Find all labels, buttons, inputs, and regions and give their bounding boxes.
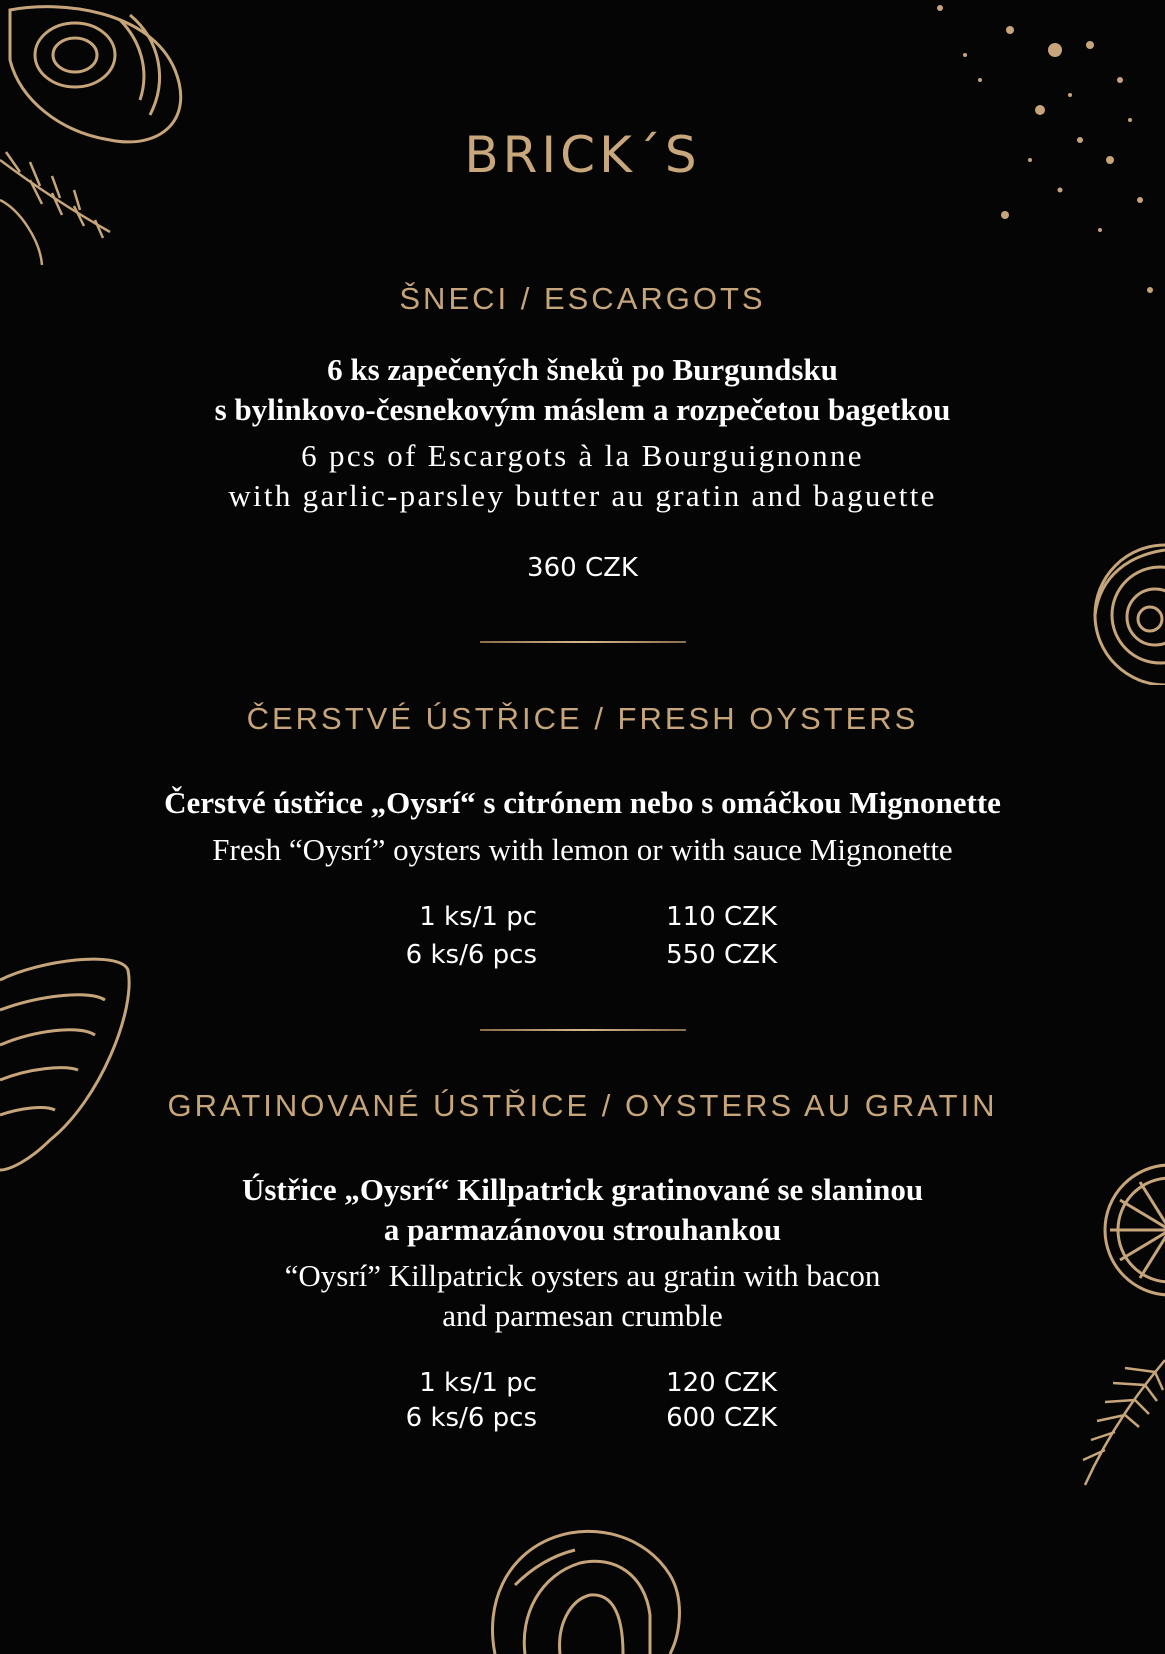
item-description-cz-line1: 6 ks zapečených šneků po Burgundsku — [327, 352, 838, 387]
item-description-en-line1: “Oysrí” Killpatrick oysters au gratin with bacon — [284, 1258, 881, 1293]
item-description-en-line1: Fresh “Oysrí” oysters with lemon or with sauce Mignonette — [212, 832, 953, 867]
price-quantity: 6 ks/6 pcs — [405, 940, 537, 970]
item-description-en-line2: and parmesan crumble — [442, 1298, 723, 1333]
price-row — [0, 940, 1165, 974]
item-description-cz-line1: Ústřice „Oysrí“ Killpatrick gratinované se slaninou — [241, 1172, 924, 1207]
item-description-en-line1: 6 pcs of Escargots à la Bourguignonne — [301, 438, 864, 473]
price-row — [0, 902, 1165, 936]
price-quantity: 1 ks/1 pc — [419, 1368, 537, 1398]
section-heading-fresh-oysters: ČERSTVÉ ÚSTŘICE / FRESH OYSTERS — [246, 701, 919, 736]
price-quantity: 6 ks/6 pcs — [405, 1403, 537, 1433]
price-amount: 110 CZK — [666, 902, 777, 932]
price-amount: 600 CZK — [666, 1403, 777, 1433]
price-row — [0, 1403, 1165, 1437]
price-amount: 120 CZK — [666, 1368, 777, 1398]
price-quantity: 1 ks/1 pc — [419, 902, 537, 932]
item-description-en-line2: with garlic-parsley butter au gratin and baguette — [228, 478, 937, 513]
section-heading-escargots: ŠNECI / ESCARGOTS — [399, 281, 766, 316]
item-price: 360 CZK — [527, 553, 638, 583]
price-amount: 550 CZK — [666, 940, 777, 970]
item-description-cz-line1: Čerstvé ústřice „Oysrí“ s citrónem nebo s omáčkou Mignonette — [164, 785, 1001, 820]
item-description-cz-line2: s bylinkovo-česnekovým máslem a rozpečetou bagetkou — [214, 392, 951, 427]
section-heading-oysters-au-gratin: GRATINOVANÉ ÚSTŘICE / OYSTERS AU GRATIN — [167, 1088, 998, 1123]
section-divider — [480, 641, 686, 643]
item-description-cz-line2: a parmazánovou strouhankou — [383, 1212, 782, 1247]
oyster-illustration-left — [0, 950, 135, 1180]
price-row — [0, 1368, 1165, 1402]
section-divider — [480, 1029, 686, 1031]
brand-logo: BRICK´S — [464, 126, 701, 184]
oyster-illustration-bottom — [485, 1515, 685, 1654]
